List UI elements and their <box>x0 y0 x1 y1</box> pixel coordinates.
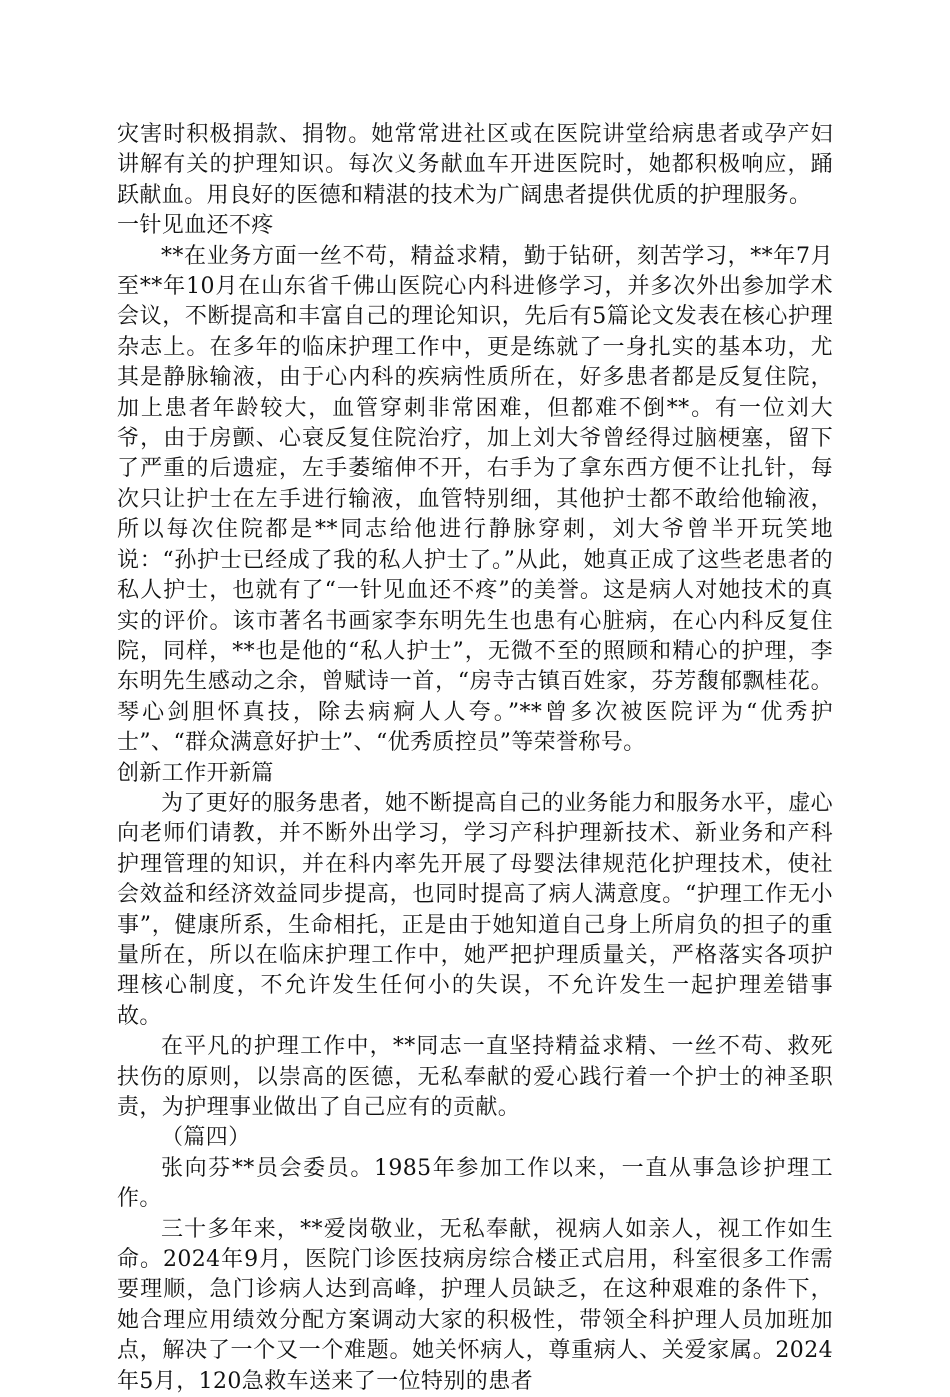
section-heading-innovation: 创新工作开新篇 <box>117 760 274 786</box>
paragraph-professional-skill: **在业务方面一丝不苟，精益求精，勤于钻研，刻苦学习，**年7月至**年10月在山东省千佛山医院心内科进修学习，并多次外出参加学术会议，不断提高和丰富自己的理论知识，先后有5篇论文发表在核心护理杂志上。在多年的临床护理工作中，更是练就了一身扎实的基本功，尤其是静脉输液，由于心内科的疾病性质所在，好多患者都是反复住院，加上患者年龄较大，血管穿刺非常困难，但都难不倒**。有一位刘大爷，由于房颤、心衰反复住院治疗，加上刘大爷曾经得过脑梗塞，留下了严重的后遗症，左手萎缩伸不开，右手为了拿东西方便不让扎针，每次只让护士在左手进行输液，血管特别细，其他护士都不敢给他输液，所以每次住院都是**同志给他进行静脉穿刺，刘大爷曾半开玩笑地说：“孙护士已经成了我的私人护士了。”从此，她真正成了这些老患者的私人护士，也就有了“一针见血还不疼”的美誉。这是病人对她技术的真实的评价。该市著名书画家李东明先生也患有心脏病，在心内科反复住院，同样，**也是他的“私人护士”，无微不至的照顾和精心的护理，李东明先生感动之余，曾赋诗一首，“房寺古镇百姓家，芬芳馥郁飘桂花。琴心剑胆怀真技，除去病痾人人夸。”**曾多次被医院评为“优秀护士”、“群众满意好护士”、“优秀质控员”等荣誉称号。 <box>117 243 833 756</box>
paragraph-dedication: 三十多年来，**爱岗敬业，无私奉献，视病人如亲人，视工作如生命。2024年9月，医院门诊医技病房综合楼正式启用，科室很多工作需要理顺，急门诊病人达到高峰，护理人员缺乏，在这种艰难的条件下，她合理应用绩效分配方案调动大家的积极性，带领全科护理人员加班加点，解决了一个又一个难题。她关怀病人，尊重病人、关爱家属。2024年5月，120急救车送来了一位特别的患者 <box>117 1216 833 1394</box>
document-body <box>117 120 833 1397</box>
section-label-part-four: （篇四） <box>161 1125 251 1151</box>
paragraph-intro: 灾害时积极捐款、捐物。她常常进社区或在医院讲堂给病患者或孕产妇讲解有关的护理知识。每次义务献血车开进医院时，她都积极响应，踊跃献血。用良好的医德和精湛的技术为广阔患者提供优质的护理服务。 <box>117 122 833 208</box>
paragraph-summary: 在平凡的护理工作中，**同志一直坚持精益求精、一丝不苟、救死扶伤的原则，以崇高的医德，无私奉献的爱心践行着一个护士的神圣职责，为护理事业做出了自己应有的贡献。 <box>117 1034 833 1120</box>
paragraph-profile: 张向芬**员会委员。1985年参加工作以来，一直从事急诊护理工作。 <box>117 1155 833 1212</box>
section-heading-one-needle: 一针见血还不疼 <box>117 213 274 239</box>
paragraph-innovation: 为了更好的服务患者，她不断提高自己的业务能力和服务水平，虚心向老师们请教，并不断外出学习，学习产科护理新技术、新业务和产科护理管理的知识，并在科内率先开展了母婴法律规范化护理技术，使社会效益和经济效益同步提高，也同时提高了病人满意度。“护理工作无小事”，健康所系，生命相托，正是由于她知道自己身上所肩负的担子的重量所在，所以在临床护理工作中，她严把护理质量关，严格落实各项护理核心制度，不允许发生任何小的失误，不允许发生一起护理差错事故。 <box>117 790 834 1029</box>
